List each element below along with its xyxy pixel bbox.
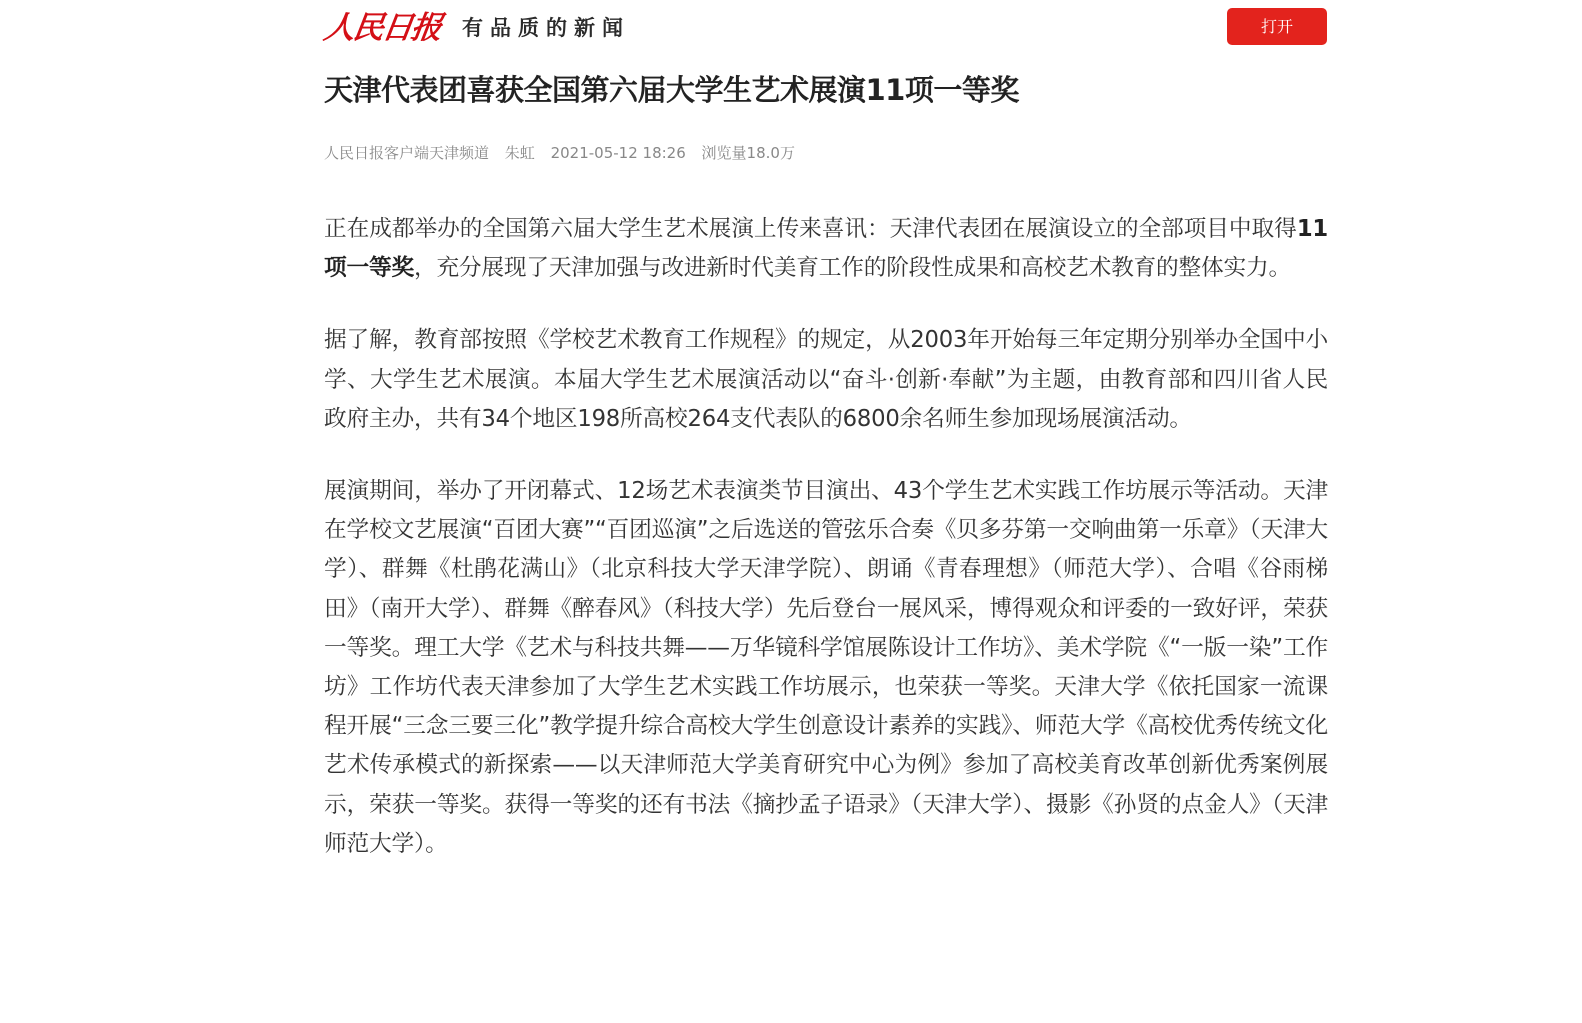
brand-slogan: 有品质的新闻 <box>462 16 630 40</box>
article-source: 人民日报客户端天津频道 <box>324 144 490 162</box>
paragraph-text: 正在成都举办的全国第六届大学生艺术展演上传来喜讯：天津代表团在展演设立的全部项目中取得 <box>324 216 1297 242</box>
paragraph-text: ，充分展现了天津加强与改进新时代美育工作的阶段性成果和高校艺术教育的整体实力。 <box>413 255 1291 282</box>
article-meta <box>324 142 1328 164</box>
article-title: 天津代表团喜获全国第六届大学生艺术展演11项一等奖 <box>324 73 1019 107</box>
people-daily-logo: 人民日报 <box>321 10 443 46</box>
highlight-text: 11项一等奖 <box>324 216 1328 282</box>
article-paragraph <box>324 210 1328 288</box>
article-body <box>324 210 1328 864</box>
open-app-button[interactable]: 打开 <box>1227 8 1327 45</box>
page-container <box>321 0 1328 897</box>
article-datetime: 2021-05-12 18:26 <box>550 144 686 162</box>
article-paragraph: 展演期间，举办了开闭幕式、12场艺术表演类节目演出、43个学生艺术实践工作坊展示等活动。天津在学校文艺展演“百团大赛”“百团巡演”之后选送的管弦乐合奏《贝多芬第一交响曲第一乐章》（天津大学）、群舞《杜鹃花满山》（北京科技大学天津学院）、朗诵《青春理想》（师范大学）、合唱《谷雨梯田》（南开大学）、群舞《醉春风》（科技大学）先后登台一展风采，博得观众和评委的一致好评，荣获一等奖。理工大学《艺术与科技共舞——万华镜科学馆展陈设计工作坊》、美术学院《“一版一染”工作坊》工作坊代表天津参加了大学生艺术实践工作坊展示，也荣获一等奖。天津大学《依托国家一流课程开展“三念三要三化”教学提升综合高校大学生创意设计素养的实践》、师范大学《高校优秀传统文化艺术传承模式的新探索——以天津师范大学美育研究中心为例》参加了高校美育改革创新优秀案例展示，荣获一等奖。获得一等奖的还有书法《摘抄孟子语录》（天津大学）、摄影《孙贤的点金人》（天津师范大学）。 <box>324 478 1328 857</box>
article-author: 朱虹 <box>504 144 535 162</box>
article-paragraph: 据了解，教育部按照《学校艺术教育工作规程》的规定，从2003年开始每三年定期分别举办全国中小学、大学生艺术展演。本届大学生艺术展演活动以“奋斗·创新·奉献”为主题，由教育部和四川省人民政府主办，共有34个地区198所高校264支代表队的6800余名师生参加现场展演活动。 <box>324 327 1328 432</box>
brand-logo[interactable] <box>321 8 630 48</box>
top-bar <box>321 0 1328 56</box>
article-views: 浏览量18.0万 <box>701 144 795 162</box>
